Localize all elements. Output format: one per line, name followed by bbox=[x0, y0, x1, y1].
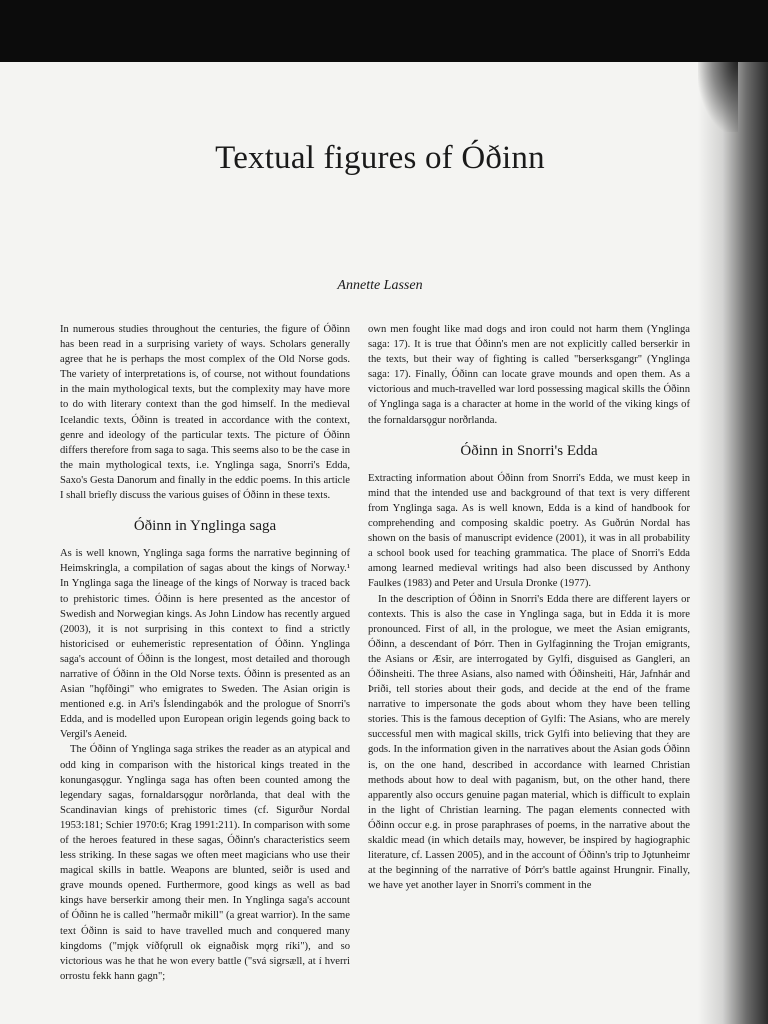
page-curl-shadow bbox=[698, 62, 738, 132]
body-paragraph: Extracting information about Óðinn from Snorri's Edda, we must keep in mind that the intended use and background of that text is very different from Ynglinga saga. As is well known, Edda is a kind of handbook for comprehending and composing skaldic poetry. As Guðrún Nordal has shown on the basis of manuscript evidence (2001), it was in all probability a school book used for teaching grammatica. The place of Snorri's Edda among learned medieval writings had also been discussed by Anthony Faulkes (1983) and Peter and Ursula Dronke (1977). bbox=[368, 472, 690, 590]
body-paragraph: The Óðinn of Ynglinga saga strikes the reader as an atypical and odd king in comparison with the historical kings treated in the konungasǫgur. Ynglinga saga has often been counted among the legendary sagas, fornaldarsǫgur norðrlanda, that deal with the Scandinavian kings of prehistoric times (cf. Sigurður Nordal 1953:181; Schier 1970:6; Krag 1991:211). In comparison with some of the heroes featured in these sagas, Óðinn's characteristics seem less striking. In these sagas we often meet magicians who use their magical skills in battle. Weapons are blunted, seiðr is used and grave mounds opened. Furthermore, good kings as well as bad kings have berserkir among their men. In Ynglinga saga's account of Óðinn he is called "hermaðr mikill" (a great warrior). In the same text Óðinn is said to have travelled much and conquered many kingdoms ("mjǫk víðfǫrull ok eignaðisk mǫrg ríki"), and so victorious was he that he won every battle ("svá sigrsæll, at í hverri orrostu fekk hann gagn"; bbox=[60, 744, 351, 982]
section-heading-edda: Óðinn in Snorri's Edda bbox=[460, 442, 598, 459]
section-heading-ynglinga: Óðinn in Ynglinga saga bbox=[133, 518, 277, 535]
body-paragraph: own men fought like mad dogs and iron could not harm them (Ynglinga saga: 17). It is true that Óðinn's men are not explicitly called berserkir in the texts, but their way of fighting is called "berserksgangr" (Ynglinga saga: 17). Finally, Óðinn can locate grave mounds and open them. As a victorious and much-travelled war lord possessing magical skills the Óðinn of Ynglinga saga is a character at home in the world of the viking kings of the fornaldarsǫgur norðrlanda. bbox=[368, 324, 690, 426]
left-column bbox=[60, 322, 350, 984]
body-paragraph: In the description of Óðinn in Snorri's Edda there are different layers or contexts. This is also the case in Ynglinga saga, but in Edda it is more pronounced. First of all, in the prologue, we meet the Asian emigrants, Óðinn, a descendant of Þórr. Then in Gylfaginning the Trojan emigrants, the Asians or Æsir, are interrogated by Gylfi, disguised as Gangleri, an Óðinsheiti. The three Asians, also named with Óðinsheiti, Hár, Jafnhár and Þriði, tell stories about their gods, and decide at the end of the frame narrative to impersonate the gods about whom they have been telling stories. This is the famous deception of Gylfi: The Asians, who are merely successful men with magical skills, trick Gylfi into believing that they are gods. In the information given in the narratives about the Asian gods Óðinn is, on the one hand, described in accordance with learned Christian methods about how to deal with paganism, but, on the other hand, there apparently also occurs genuine pagan material, which is difficult to explain in the light of Christian learning. The pagan elements connected with Óðinn occur e.g. in prose paraphrases of poems, in the narrative about the skaldic mead (in which details may, however, be inspired by hagiographic literature, cf. Lassen 2005), and in the account of Óðinn's trip to Jǫtunheimr at the beginning of the narrative of Þórr's battle against Hrungnir. Finally, we have yet another layer in Snorri's comment in the bbox=[368, 593, 690, 892]
author-name: Annette Lassen bbox=[337, 278, 423, 293]
body-paragraph: As is well known, Ynglinga saga forms the narrative beginning of Heimskringla, a compilation of sagas about the kings of Norway.¹ In Ynglinga saga the lineage of the kings of Norway is traced back to prehistoric times. Óðinn is here presented as the ancestor of Swedish and Norwegian kings. As John Lindow has recently argued (2003), it is not surprising in this context to find a strictly historicised or euhemeristic representation of Óðinn. Ynglinga saga's account of Óðinn is the longest, most detailed and thorough narrative of Óðinn in the Old Norse texts. Óðinn is presented as an Asian "hǫfðingi" who emigrates to Sweden. The Asian origin is mentioned e.g. in Ari's Íslendingabók and the prologue of Snorri's Edda, and is modelled upon European origin legends going back to Vergil's Aeneid. bbox=[60, 548, 350, 741]
scan-top-border bbox=[0, 0, 768, 62]
right-column bbox=[368, 322, 690, 893]
intro-paragraph: In numerous studies throughout the centuries, the figure of Óðinn has been read in a surprising variety of ways. Scholars generally agree that he is perhaps the most complex of the Old Norse gods. The variety of interpretations is, of course, not without foundations in the main mythological texts, but the complexity may have more to do with literary context than the god himself. In the medieval Icelandic texts, Óðinn is treated in accordance with the context, genre and ideology of the particular texts. The picture of Óðinn differs therefore from saga to saga. This seems also to be the case in the main mythological texts, i.e. Ynglinga saga, Snorri's Edda, Saxo's Gesta Danorum and finally in the eddic poems. In this article I shall briefly discuss the various guises of Óðinn in these texts. bbox=[60, 324, 350, 502]
book-spine-shadow bbox=[698, 62, 768, 1024]
article-title: Textual figures of Óðinn bbox=[215, 140, 545, 176]
